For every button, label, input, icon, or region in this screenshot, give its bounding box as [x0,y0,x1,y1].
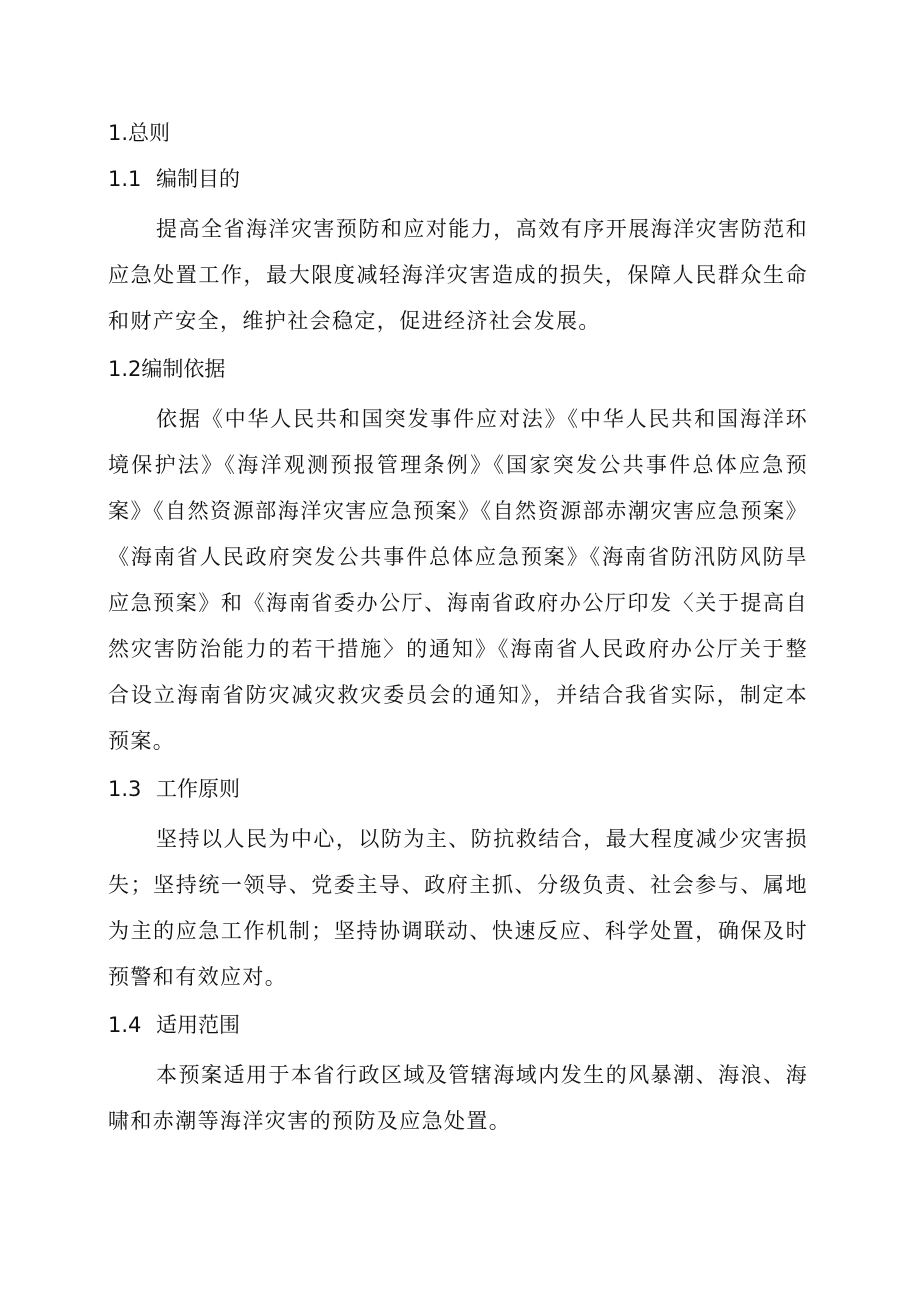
section-title: 编制依据 [141,357,226,381]
section-title: 编制目的 [156,167,240,191]
section-heading [108,350,808,388]
section-heading [108,770,808,808]
section-title: 工作原则 [156,777,240,801]
body-paragraph: 提高全省海洋灾害预防和应对能力，高效有序开展海洋灾害防范和应急处置工作，最大限度减轻海洋灾害造成的损失，保障人民群众生命和财产安全，维护社会稳定，促进经济社会发展。 [108,217,808,333]
section-number: 1.1 [108,167,142,191]
document-body [108,114,808,1150]
body-paragraph: 坚持以人民为中心，以防为主、防抗救结合，最大程度减少灾害损失；坚持统一领导、党委主导、政府主抓、分级负责、社会参与、属地为主的应急工作机制；坚持协调联动、快速反应、科学处置，确保及时预警和有效应对。 [108,827,808,989]
section-title: 适用范围 [156,1013,240,1037]
section-heading [108,160,808,198]
section-heading [108,114,808,152]
section-number: 1.2 [108,357,142,381]
section-number: 1.3 [108,777,142,801]
section-title: 总则 [128,121,171,145]
section-heading [108,1006,808,1044]
body-paragraph: 本预案适用于本省行政区域及管辖海域内发生的风暴潮、海浪、海啸和赤潮等海洋灾害的预防及应急处置。 [108,1063,808,1133]
body-paragraph: 依据《中华人民共和国突发事件应对法》《中华人民共和国海洋环境保护法》《海洋观测预报管理条例》《国家突发公共事件总体应急预案》《自然资源部海洋灾害应急预案》《自然资源部赤潮灾害应急预案》《海南省人民政府突发公共事件总体应急预案》《海南省防汛防风防旱应急预案》和《海南省委办公厅、海南省政府办公厅印发〈关于提高自然灾害防治能力的若干措施〉的通知》《海南省人民政府办公厅关于整合设立海南省防灾减灾救灾委员会的通知》，并结合我省实际，制定本预案。 [108,407,808,753]
section-number: 1.4 [108,1013,142,1037]
section-number: 1. [108,121,129,145]
